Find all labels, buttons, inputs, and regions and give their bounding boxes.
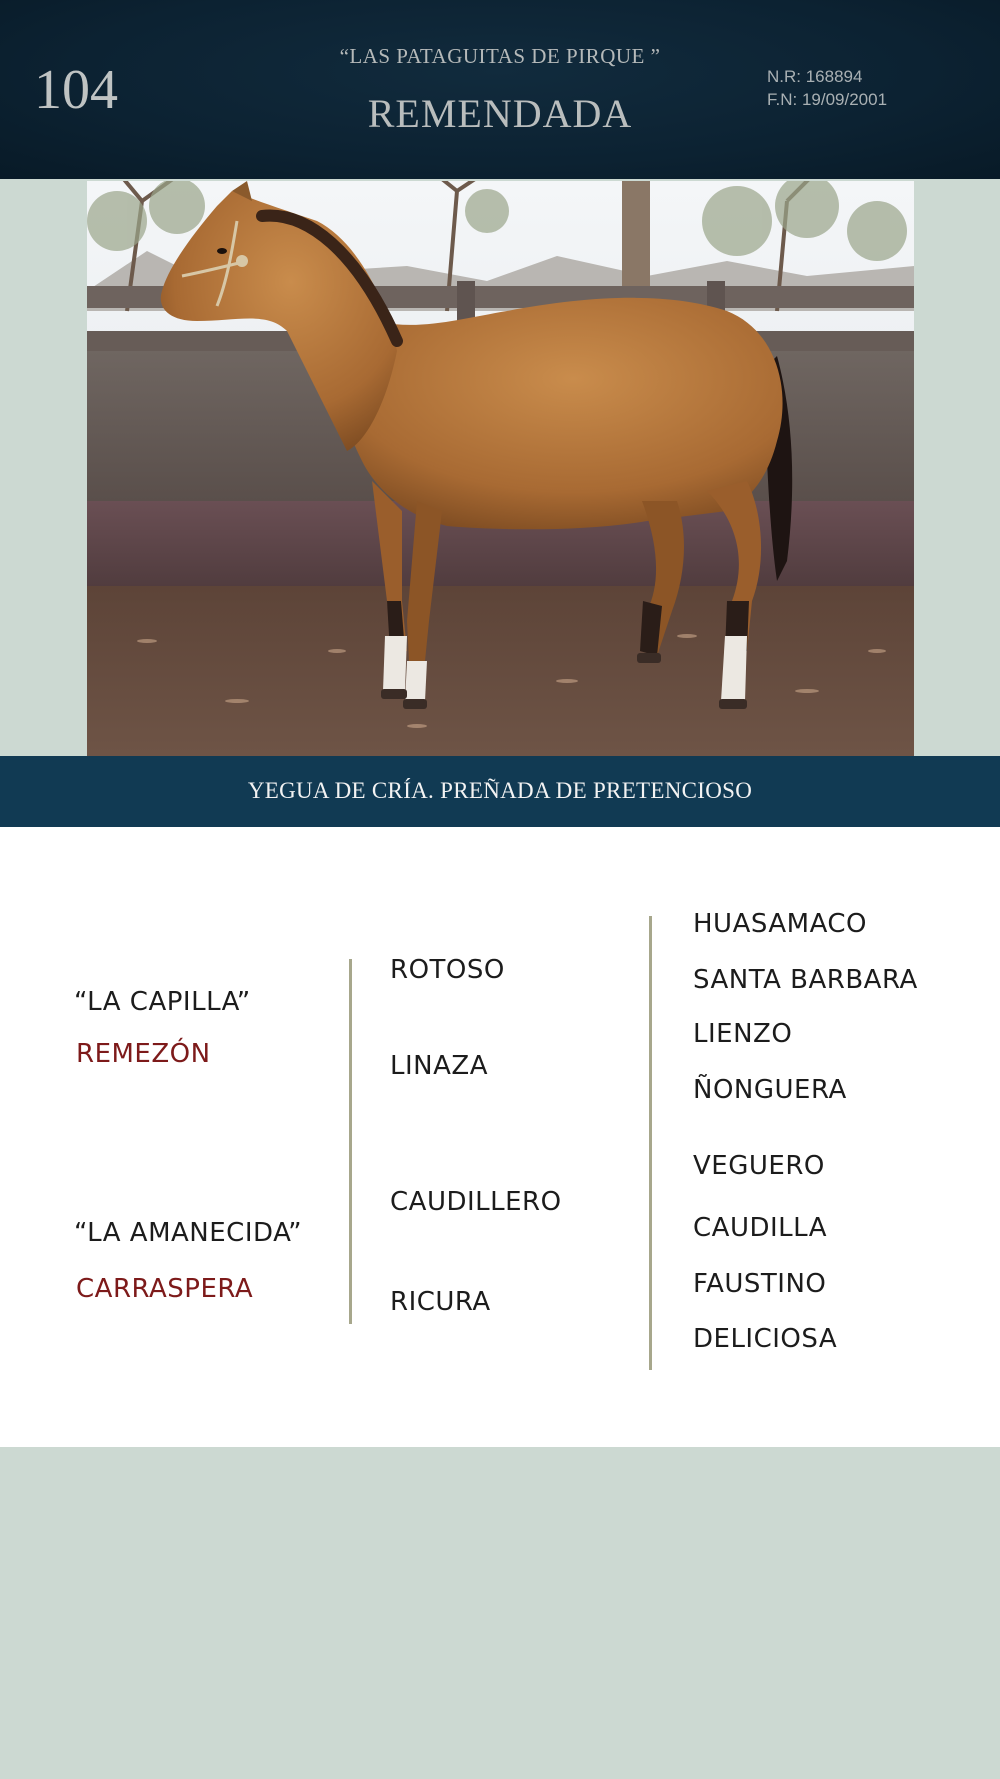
great-grandparent-3: LIENZO [693,1019,793,1049]
great-grandparent-4: ÑONGUERA [693,1075,847,1105]
great-grandparent-1: HUASAMACO [693,909,868,939]
great-grandparent-5: VEGUERO [693,1151,825,1181]
great-grandparent-7: FAUSTINO [693,1269,827,1299]
divider-line-1 [349,959,352,1324]
horse-photo [87,181,914,756]
sire-name: REMEZÓN [76,1039,211,1069]
header [0,0,1000,179]
pedigree-chart [0,827,1000,1447]
great-grandparent-6: CAUDILLA [693,1213,828,1243]
dam-name: CARRASPERA [76,1274,254,1304]
dam-breeder: “LA AMANECIDA” [74,1218,303,1248]
registration-info [767,65,887,111]
grandparent-2: LINAZA [390,1051,488,1081]
divider-line-2 [649,916,652,1370]
grandparent-4: RICURA [390,1287,491,1317]
lot-number: 104 [34,59,118,121]
description-text: YEGUA DE CRÍA. PREÑADA DE PRETENCIOSO [247,778,753,803]
birth-date: F.N: 19/09/2001 [767,90,888,109]
grandparent-1: ROTOSO [390,955,505,985]
sire-breeder: “LA CAPILLA” [74,987,251,1017]
registration-number: N.R: 168894 [767,67,863,86]
description-banner [0,756,1000,827]
grandparent-3: CAUDILLERO [390,1187,562,1217]
breeder-name: “LAS PATAGUITAS DE PIRQUE ” [339,44,661,68]
horse-photo-illustration [87,181,914,756]
great-grandparent-2: SANTA BARBARA [693,965,918,995]
great-grandparent-8: DELICIOSA [693,1324,838,1354]
horse-name: REMENDADA [367,91,633,136]
